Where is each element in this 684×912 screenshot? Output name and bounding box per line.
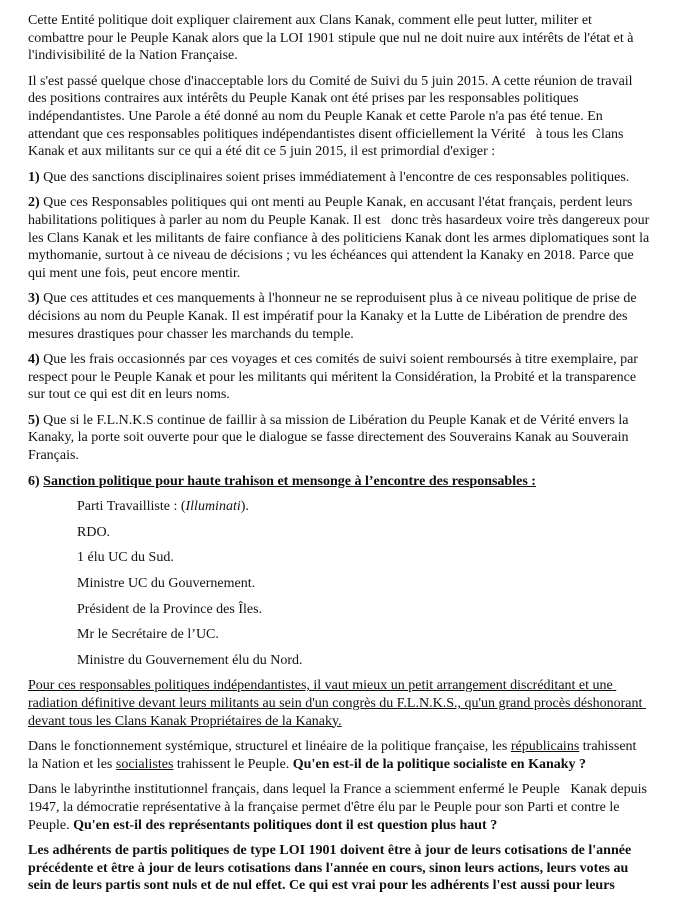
paragraph — [28, 73, 650, 161]
text-segment: 1) — [28, 169, 44, 185]
text-segment: ). — [240, 499, 249, 515]
section-heading — [28, 473, 650, 491]
text-segment: trahissent la Nation et les — [28, 739, 640, 772]
text-segment: Cette Entité politique doit expliquer clairement aux Clans Kanak, comment elle peut lutter, militer et combattre pour le Peuple Kanak alors que la LOI 1901 stipule que nul ne doit nuire aux intérêts de l'état et à l'indivisibilité de la Nation Française. — [28, 13, 637, 64]
text-segment: Que ces attitudes et ces manquements à l'honneur ne se reproduisent plus à ce niveau politique de prise de décisions au nom du Peuple Kanak. Il est impératif pour la Kanaky et la Lutte de Libération de prendre des mesures drastiques pour chasser les marchands du temple. — [28, 291, 641, 342]
list-item — [28, 549, 650, 567]
text-segment: Dans le labyrinthe institutionnel français, dans lequel la France a sciemment enfermé le Peuple Kanak depuis 1947, la démocratie représentative à la française permet d'être élu par le Peuple pour son Parti et contre le Peuple. — [28, 782, 651, 833]
text-segment: Que les frais occasionnés par ces voyages et ces comités de suivi soient remboursés à titre exemplaire, par respect pour le Peuple Kanak et pour les militants qui méritent la Considération, la Probité et la transparence sur tout ce qui est dit en leurs noms. — [28, 352, 642, 403]
paragraph — [28, 351, 650, 404]
list-item — [28, 575, 650, 593]
text-segment: Que si le F.L.N.K.S continue de faillir à sa mission de Libération du Peuple Kanak et de Vérité envers la Kanaky, la porte soit ouverte pour que le dialogue se fasse directement des Souverains Kanak au Souverain Français. — [28, 412, 633, 464]
text-segment: Que des sanctions disciplinaires soient prises immédiatement à l'encontre de ces responsables politiques. — [43, 169, 630, 185]
list-item — [28, 498, 650, 516]
paragraph — [28, 290, 650, 343]
paragraph — [28, 169, 650, 187]
text-segment: Qu'en est-il de la politique socialiste en Kanaky ? — [292, 756, 587, 772]
list-item — [28, 601, 650, 619]
paragraph — [28, 12, 650, 65]
paragraph — [28, 842, 650, 895]
text-segment: Pour ces responsables politiques indépendantistes, il vaut mieux un petit arrangement discréditant et une radiation définitive devant leurs militants au sein d'un congrès du F.L.N.K.S., qu'un grand procès déshonorant devant tous les Clans Kanak Propriétaires de la Kanaky. — [28, 678, 646, 729]
text-segment: Sanction politique pour haute trahison et mensonge à l’encontre des responsables : — [43, 473, 536, 489]
list-item — [28, 524, 650, 542]
list-item — [28, 626, 650, 644]
text-segment: 5) — [28, 412, 44, 428]
paragraph — [28, 738, 650, 773]
paragraph — [28, 194, 653, 282]
text-segment: Que ces Responsables politiques qui ont menti au Peuple Kanak, en accusant l'état français, perdent leurs habilitations politiques à parler au nom du Peuple Kanak. Il est donc très hasardeux voire très dangereux pour les Clans Kanak et les militants de faire confiance à des politiciens Kanak dont les armes diplomatiques sont la mythomanie, surtout à ce niveau de décisions ; vu les échéances qui attendent la Kanaky en 2018. Parce que qui ment une fois, peut encore mentir. — [28, 195, 653, 281]
text-segment: Il s'est passé quelque chose d'inacceptable lors du Comité de Suivi du 5 juin 2015. A cette réunion de travail des positions contraires aux intérêts du Peuple Kanak ont été prises par les responsables politiques indépendantistes. Une Parole a été donné au nom du Peuple Kanak et cette Parole n'a pas été tenue. En attendant que ces responsables politiques indépendantistes disent officiellement la Vérité à tous les Clans Kanak et aux militants sur ce qui a été dit ce 5 juin 2015, il est primordial d'exiger : — [28, 73, 637, 160]
text-segment: 2) — [28, 195, 44, 211]
text-segment: Les adhérents de partis politiques de type LOI 1901 doivent être à jour de leurs cotisations de l'année précédente et être à jour de leurs cotisations dans l'année en cours, sinon leurs actions, leurs votes au sein de leurs partis sont nuls et de nul effet. Ce qui est vrai pour les adhérents l'est aussi pour leurs — [28, 843, 635, 894]
paragraph — [28, 781, 650, 834]
text-segment: Ministre UC du Gouvernement. — [77, 576, 256, 592]
text-segment: Mr le Secrétaire de l’UC. — [77, 627, 219, 643]
text-segment: républicains — [510, 739, 580, 755]
text-segment: Ministre du Gouvernement élu du Nord. — [77, 652, 303, 668]
text-segment: 3) — [28, 291, 44, 307]
text-segment: Parti Travailliste : ( — [77, 499, 186, 515]
text-segment: 1 élu UC du Sud. — [77, 550, 174, 566]
text-segment: 4) — [28, 352, 44, 368]
paragraph — [28, 677, 650, 730]
text-segment: Qu'en est-il des représentants politiques dont il est question plus haut ? — [73, 817, 498, 833]
text-segment: Président de la Province des Îles. — [77, 601, 263, 617]
paragraph — [28, 412, 650, 465]
text-segment: Dans le fonctionnement systémique, structurel et linéaire de la politique française, les — [28, 739, 511, 755]
text-segment: trahissent le Peuple. — [173, 756, 293, 772]
text-segment: RDO. — [77, 524, 111, 540]
text-segment: 6) — [28, 473, 44, 489]
text-segment: Illuminati — [185, 499, 241, 515]
list-item — [28, 652, 650, 670]
text-segment: socialistes — [115, 756, 174, 772]
